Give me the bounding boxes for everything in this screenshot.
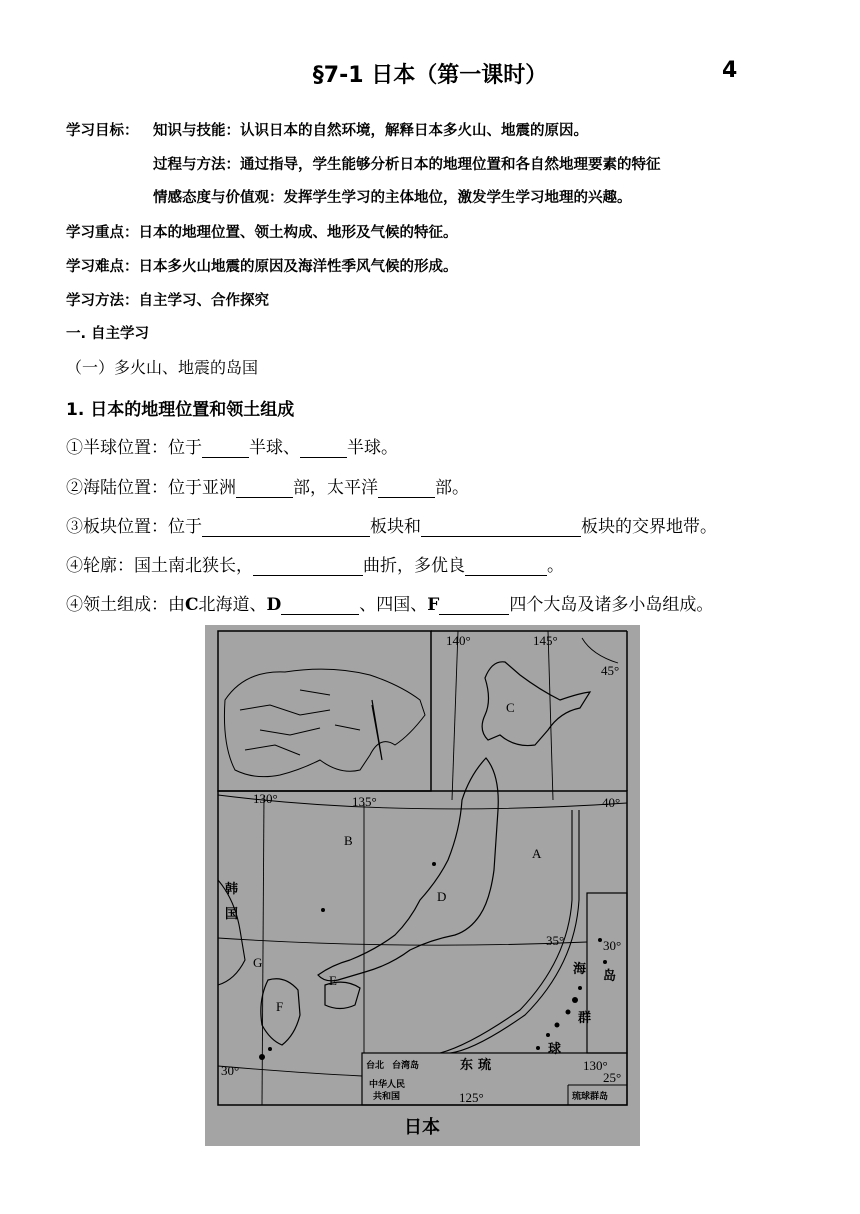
question-text: 部。 — [435, 478, 469, 498]
label-g: G — [253, 955, 263, 970]
question-text: ④轮廓：国土南北狭长， — [66, 556, 253, 576]
label-east: 东 — [460, 1058, 474, 1073]
label-ryukyu: 岛 — [603, 969, 617, 984]
section-heading: 一. 自主学习 — [66, 326, 150, 342]
question-text: 北海道、 — [198, 595, 267, 615]
label-taiwan: 台湾岛 — [392, 1061, 420, 1071]
question-text: 。 — [547, 556, 564, 576]
label-ryukyu: 球 — [548, 1042, 562, 1057]
label-e: E — [329, 973, 337, 988]
label-125e: 125° — [459, 1090, 484, 1105]
question-text: 半球。 — [347, 438, 398, 458]
label-35n: 35° — [546, 933, 565, 948]
ryukyu-inset-caption: 琉球群岛 — [572, 1092, 609, 1102]
trench-lines — [440, 810, 579, 1053]
label-45n: 45° — [601, 663, 620, 678]
question-text: ①半球位置：位于 — [66, 438, 202, 458]
question-text: 板块的交界地带。 — [581, 517, 717, 537]
key-points: 学习重点：日本的地理位置、领土构成、地形及气候的特征。 — [66, 225, 458, 241]
question-text: 部，太平洋 — [293, 478, 378, 498]
question-text: ②海陆位置：位于亚洲 — [66, 478, 236, 498]
question-text: ③板块位置：位于 — [66, 517, 202, 537]
label-130e: 130° — [253, 791, 278, 806]
objectives-label: 学习目标： — [66, 123, 139, 139]
objective-process: 过程与方法：通过指导，学生能够分析日本的地理位置和各自然地理要素的特征 — [153, 157, 661, 173]
methods: 学习方法：自主学习、合作探究 — [66, 293, 269, 309]
label-f: F — [276, 999, 284, 1014]
question-text: 曲折，多优良 — [363, 556, 465, 576]
label-135e: 135° — [352, 794, 377, 809]
question-text: 板块和 — [370, 517, 421, 537]
subsection-heading: （一）多火山、地震的岛国 — [66, 358, 259, 377]
letter-c: C — [185, 595, 199, 615]
question-heading: 1. 日本的地理位置和领土组成 — [66, 400, 295, 420]
letter-d: D — [266, 595, 282, 615]
label-taipei: 台北 — [366, 1061, 385, 1071]
label-30n: 30° — [221, 1063, 240, 1078]
label-d: D — [437, 889, 447, 904]
letter-f: F — [427, 595, 440, 615]
graticule — [218, 631, 627, 1105]
label-china: 中华人民 — [369, 1080, 406, 1090]
label-ryukyu: 群 — [578, 1011, 592, 1026]
question-text: ④领土组成：由 — [66, 595, 185, 615]
label-china: 共和国 — [373, 1092, 401, 1102]
objective-knowledge: 知识与技能：认识日本的自然环境，解释日本多火山、地震的原因。 — [153, 123, 588, 139]
label-c: C — [506, 700, 515, 715]
hokkaido-outline — [482, 662, 590, 746]
question-text: 四个大岛及诸多小岛组成。 — [509, 595, 714, 615]
label-korea: 国 — [225, 907, 239, 922]
label-ryukyu: 海 — [573, 962, 587, 977]
label-ryukyu: 琉 — [478, 1058, 492, 1073]
map-frame — [218, 791, 627, 1105]
label-korea: 韩 — [225, 882, 239, 897]
question-text: 半球、 — [249, 438, 300, 458]
label-25n: 25° — [603, 1070, 622, 1085]
difficulties: 学习难点：日本多火山地震的原因及海洋性季风气候的形成。 — [66, 259, 458, 275]
world-outline — [224, 669, 425, 777]
page-title: §7-1 日本（第一课时） — [312, 63, 548, 88]
label-30n-inset: 30° — [603, 938, 622, 953]
objective-attitude: 情感态度与价值观：发挥学生学习的主体地位，激发学生学习地理的兴趣。 — [153, 190, 632, 206]
label-b: B — [344, 833, 353, 848]
label-145e: 145° — [533, 633, 558, 648]
question-text: 、四国、 — [359, 595, 428, 615]
page-number: 4 — [722, 58, 738, 83]
label-140e: 140° — [446, 633, 471, 648]
label-130e-inset: 130° — [583, 1058, 608, 1073]
label-40n: 40° — [602, 795, 621, 810]
label-a: A — [532, 846, 542, 861]
map-caption: 日本 — [404, 1117, 440, 1138]
